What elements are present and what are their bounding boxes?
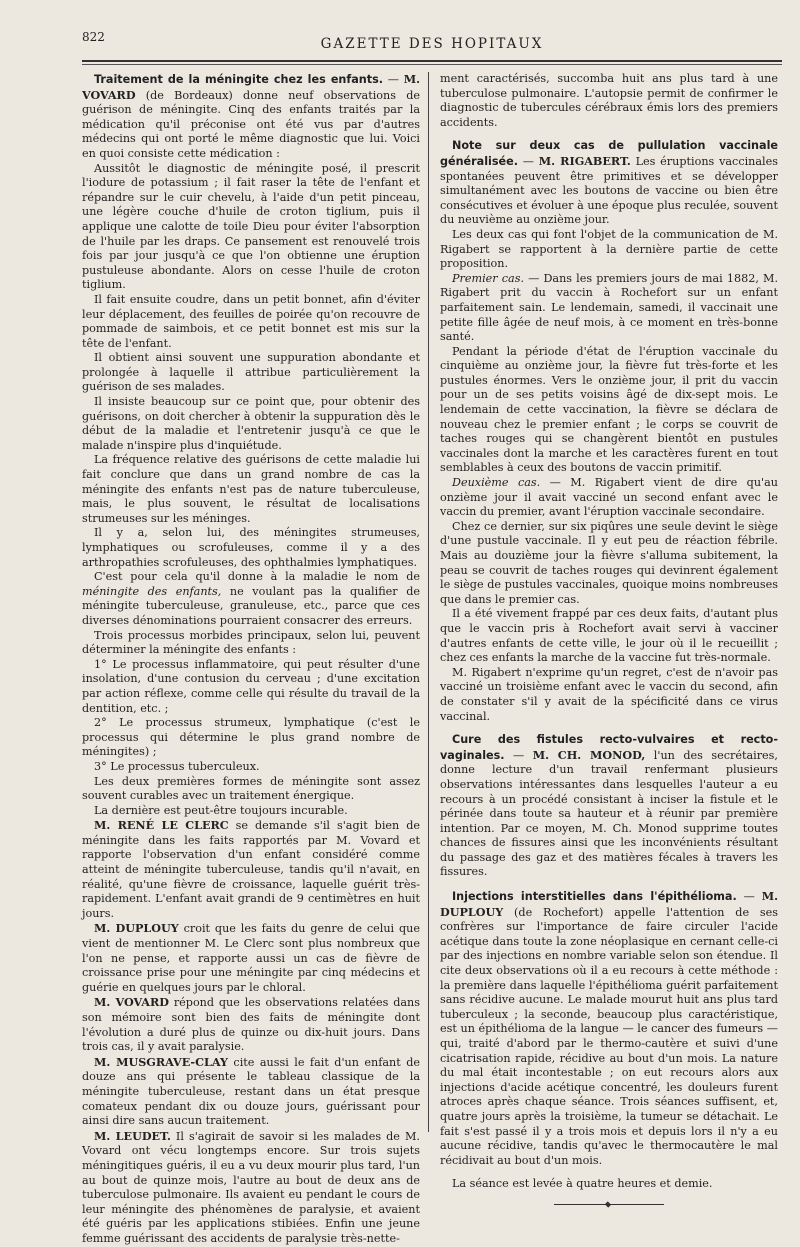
paragraph: ment caractérisés, succomba huit ans plus tard à une tuberculose pulmonaire. L'autopsie permit de confirmer le diagnostic de tubercules cérébraux émis lors des premiers accidents.: [440, 72, 778, 129]
paragraph: 3° Le processus tuberculeux.: [94, 759, 260, 773]
running-header: [82, 30, 782, 56]
text-run: — Dans les premiers jours de mai 1882, M. Rigabert prit du vaccin à Rochefort sur un enfant parfaitement sain. Le lendemain, samedi, il vaccinait une petite fille âgée de neuf mois, à ce moment en très-bonne santé.: [440, 271, 778, 344]
author-name: M. MUSGRAVE-CLAY: [94, 1054, 228, 1069]
paragraph: Il obtient ainsi souvent une suppuration abondante et prolongée à laquelle il attribue particulièrement la guérison de ses malades.: [82, 351, 420, 394]
paragraph: Il a été vivement frappé par ces deux faits, d'autant plus que le vaccin pris à Rochefort avait servi à vacciner d'autres enfants de cette ville, le jour où il le recueillit ; chez ces enfants la marche de la vaccine fut très-normale.: [440, 607, 778, 665]
emphasis: Deuxième cas.: [452, 476, 541, 490]
paragraph: Les deux premières formes de méningite sont assez souvent curables avec un traitement énergique.: [82, 774, 420, 803]
paragraph: Les deux cas qui font l'objet de la communication de M. Rigabert se rapportent à la dernière partie de cette proposition.: [440, 227, 778, 271]
paragraph: Pendant la période d'état de l'éruption vaccinale du cinquième au onzième jour, la fièvre fut très-forte et les pustules énormes. Vers le onzième jour, il prit du vaccin pour un de ses petits voisins âgé de dix-sept mois. Le lendemain de cette vaccination, la fièvre se déclara de nouveau chez le premier enfant ; le corps se couvrit de taches rouges qui se changèrent bientôt en pustules vaccinales dont la marche et les caractères furent en tout semblables à ceux des boutons de vaccin primitif.: [440, 344, 778, 475]
paragraph: 1° Le processus inflammatoire, qui peut résulter d'une insolation, d'une contusion du cerveau ; d'une excitation par action réflexe, comme celle qui résulte du travail de la dentition, etc. ;: [82, 657, 420, 715]
text-run: — M. Rigabert vient de dire qu'au onzième jour il avait vacciné un second enfant avec le vaccin du premier, avant l'éruption vaccinale secondaire.: [440, 476, 778, 519]
author-name: M. RIGABERT.: [538, 153, 631, 168]
section-meningite: Traitement de la méningite chez les enfants. — M. VOVARD (de Bordeaux) donne neuf observations de guérison de méningite. Cinq des enfants traités par la médication qu'il préconise ont été vus par d'autres médecins qui ont porté le même diagnostic que lui. Voici en quoi consiste cette médication :: [82, 72, 420, 160]
paragraph: [82, 995, 420, 1054]
section-injections: Injections interstitielles dans l'épithélioma. — M. DUPLOUY (de Rochefort) appelle l'attention de ses confrères sur l'importance de faire circuler l'acide acétique dans toute la zone néoplasique en cernant celle-ci par des injections en nombre variable selon son étendue. Il cite deux observations où il a eu recours à cette méthode : la première dans laquelle l'épithélioma guérit parfaitement sans récidive aucune. Le malade mourut huit ans plus tard tuberculeux ; la seconde, beaucoup plus caractéristique, est un épithélioma de la langue — le cancer des fumeurs — qui, traité d'abord par le thermo-cautère et suivi d'une cicatrisation rapide, récidive au bout d'un mois. La nature du mal était incontestable ; on eut recours alors aux injections d'acide acétique concentré, les douleurs furent atroces après chaque séance. Trois séances suffisent, et, quatre jours après la troisième, la tumeur se détachait. Le fait s'est passé il y a trois mois et depuis lors il n'y a eu aucune récidive, tandis qu'avec le thermocautère le mal récidivait au bout d'un mois.: [440, 889, 778, 1167]
section-heading: Note sur deux cas de pullulation vaccinale généralisée.: [440, 139, 778, 168]
text-run: répond que les observations relatées dans son mémoire sont bien des faits de méningite dont l'évolution a duré plus de quinze ou dix-huit jours. Dans trois cas, il y avait paralysie.: [82, 996, 420, 1054]
text-run: se demande s'il s'agit bien de méningite dans les faits rapportés par M. Vovard et rapporte l'observation d'un enfant considéré comme atteint de méningite tuberculeuse, tandis qu'il n'avait, en réalité, qu'une fièvre de croissance, laquelle guérit très-rapidement. L'enfant avait grandi de 9 centimètres en huit jours.: [82, 819, 421, 920]
paragraph: La dernière est peut-être toujours incurable.: [94, 803, 348, 817]
section-fistules: Cure des fistules recto-vulvaires et recto-vaginales. — M. CH. MONOD, l'un des secrétaires, donne lecture d'un travail renfermant plusieurs observations intéressantes dans lesquelles l'auteur a eu recours à un procédé consistant à inciser la fistule et le périnée dans toute sa hauteur et à réunir par première intention. Par ce moyen, M. Ch. Monod supprime toutes chances de fissures ainsi que les inconvénients résultant du passage des gaz et des matières fécales à travers les fissures.: [440, 733, 778, 879]
diamond-ornament-icon: [605, 1201, 611, 1207]
paragraph: Il y a, selon lui, des méningites strumeuses, lymphatiques ou scrofuleuses, comme il y a des arthropathies scrofuleuses, des ophthalmies lymphatiques.: [82, 526, 420, 569]
section-heading: Traitement de la méningite chez les enfants.: [94, 73, 384, 86]
paragraph: La fréquence relative des guérisons de cette maladie lui fait conclure que dans un grand nombre de cas la méningite des enfants n'est pas de nature tuberculeuse, mais, le plus souvent, le résultat de localisations strumeuses sur les méninges.: [82, 453, 420, 525]
emphasis: méningite des enfants,: [82, 584, 222, 598]
paragraph: [440, 272, 778, 345]
author-name: M. LEUDET.: [94, 1128, 171, 1143]
text-run: Il s'agirait de savoir si les malades de M. Vovard ont vécu longtemps encore. Sur trois sujets méningitiques guéris, il eu a vu deux mourir plus tard, l'un au bout de quinze mois, l'autre au bout de deux ans de tuberculose pulmonaire. Ils avaient eu pendant le cours de leur méningite des phénomènes de paralysie, et avaient été guéris par les applications stibiées. Enfin une jeune femme guérissant des accidents de paralysie très-nette-: [82, 1129, 420, 1245]
author-name: M. RENÉ LE CLERC: [94, 818, 229, 833]
text-run: croit que les faits du genre de celui que vient de mentionner M. Le Clerc sont plus nombreux que l'on ne pense, et rapporte aussi un cas de fièvre de croissance prise pour une méningite par cinq médecins et guérie en quelques jours par le chloral.: [82, 922, 420, 994]
text-run: cite aussi le fait d'un enfant de douze ans qui présente le tableau classique de la méningite tuberculeuse, restant dans un état presque comateux pendant dix ou douze jours, guérissant pour ainsi dire sans aucun traitement.: [82, 1055, 420, 1128]
paragraph: [440, 476, 778, 520]
spacer: [440, 880, 778, 889]
spacer: [440, 724, 778, 733]
section-heading: Cure des fistules recto-vulvaires et recto-vaginales.: [440, 733, 778, 762]
spacer: [440, 130, 778, 139]
section-vaccinale: Note sur deux cas de pullulation vaccinale généralisée. — M. RIGABERT. Les éruptions vaccinales spontanées peuvent être primitives et se développer simultanément avec les boutons de vaccine ou bien être consécutives et évoluer à une époque plus reculée, souvent du neuvième au onzième jour.: [440, 139, 778, 227]
emphasis: Premier cas.: [452, 271, 525, 285]
header-rule: [82, 60, 782, 62]
closing-line: La séance est levée à quatre heures et demie.: [452, 1177, 713, 1191]
page-number: 822: [82, 30, 105, 44]
right-column: [440, 72, 778, 1191]
paragraph: Aussitôt le diagnostic de méningite posé, il prescrit l'iodure de potassium ; il fait raser la tête de l'enfant et répandre sur le cuir chevelu, à l'aide d'un petit pinceau, une légère couche d'huile de croton tiglium, puis il applique une calotte de toile Dieu pour éviter l'absorption de l'huile par les draps. Ce pansement est renouvelé trois fois par jour jusqu'à ce que l'on obtienne une éruption pustuleuse abondante. Alors on cesse l'huile de croton tiglium.: [82, 161, 420, 292]
text-run: (de Rochefort) appelle l'attention de ses confrères sur l'importance de faire circuler l'acide acétique dans toute la zone néoplasique en cernant celle-ci par des injections en nombre variable selon son étendue. Il cite deux observations où il a eu recours à cette méthode : la première dans laquelle l'épithélioma guérit parfaitement sans récidive aucune. Le malade mourut huit ans plus tard tuberculeux ; la seconde, beaucoup plus caractéristique, est un épithélioma de la langue — le cancer des fumeurs — qui, traité d'abord par le thermo-cautère et suivi d'une cicatrisation rapide, récidive au bout d'un mois. La nature du mal était incontestable ; on eut recours alors aux injections d'acide acétique concentré, les douleurs furent atroces après chaque séance. Trois séances suffisent, et, quatre jours après la troisième, la tumeur se détachait. Le fait s'est passé il y a trois mois et depuis lors il n'y a eu aucune récidive, tandis qu'avec le thermocautère le mal récidivait au bout d'un mois.: [440, 905, 778, 1167]
text-run: C'est pour cela qu'il donne à la maladie le nom de: [94, 570, 420, 584]
author-name: M. CH. MONOD,: [532, 747, 646, 762]
header-rule-thin: [82, 64, 782, 65]
text-run: ne voulant pas la qualifier de méningite tuberculeuse, granuleuse, etc., parce que ces diverses dénominations pourraient consacrer des erreurs.: [82, 584, 420, 627]
paragraph: [82, 818, 420, 921]
column-divider: [428, 72, 429, 1132]
paragraph: M. Rigabert n'exprime qu'un regret, c'est de n'avoir pas vacciné un troisième enfant avec le vaccin du second, afin de constater s'il y avait de la spécificité dans ce virus vaccinal.: [440, 665, 778, 723]
author-name: M. VOVARD: [94, 995, 169, 1010]
author-name: M. DUPLOUY: [440, 889, 778, 919]
journal-title: GAZETTE DES HOPITAUX: [320, 36, 544, 52]
paragraph: (de Bordeaux) donne neuf observations de guérison de méningite. Cinq des enfants traités par la médication qu'il préconise ont été vus par d'autres médecins qui ont porté le même diagnostic que lui. Voici en quoi consiste cette médication :: [82, 88, 420, 160]
section-heading: Injections interstitielles dans l'épithélioma.: [452, 890, 737, 904]
paragraph: Il fait ensuite coudre, dans un petit bonnet, afin d'éviter leur déplacement, des feuilles de poirée qu'on recouvre de pommade de saimbois, et ce petit bonnet est mis sur la tête de l'enfant.: [82, 292, 420, 350]
left-column: [82, 72, 421, 1245]
author-name: M. DUPLOUY: [94, 921, 179, 936]
paragraph: [82, 1129, 420, 1247]
end-ornament: [554, 1204, 664, 1205]
paragraph: Chez ce dernier, sur six piqûres une seule devint le siège d'une pustule vaccinale. Il y eut peu de réaction fébrile. Mais au douzième jour la fièvre s'alluma subitement, la peau se couvrit de taches rouges qui devinrent également le siège de pustules vaccinales, quoique moins nombreuses que dans le premier cas.: [440, 519, 778, 606]
author-name: M. VOVARD: [82, 72, 420, 102]
paragraph: Trois processus morbides principaux, selon lui, peuvent déterminer la méningite des enfants :: [82, 628, 420, 657]
paragraph: Il insiste beaucoup sur ce point que, pour obtenir des guérisons, on doit chercher à obtenir la suppuration dès le début de la maladie et l'entretenir jusqu'à ce que le malade n'inspire plus d'inquiétude.: [82, 395, 420, 452]
paragraph: [82, 921, 420, 995]
spacer: [440, 1168, 778, 1177]
paragraph: [82, 1055, 420, 1129]
paragraph: [82, 570, 420, 628]
text-run: l'un des secrétaires, donne lecture d'un travail renfermant plusieurs observations intéressantes dans lesquelles l'auteur a eu recours à un procédé consistant à inciser la fistule et le périnée dans toute sa hauteur et à réunir par première intention. Par ce moyen, M. Ch. Monod supprime toutes chances de fissures ainsi que les inconvénients résultant du passage des gaz et des matières fécales à travers les fissures.: [440, 748, 778, 879]
paragraph: 2° Le processus strumeux, lymphatique (c'est le processus qui détermine le plus grand nombre de méningites) ;: [82, 716, 420, 759]
text-run: Les éruptions vaccinales spontanées peuvent être primitives et se développer simultanément avec les boutons de vaccine ou bien être consécutives et évoluer à une époque plus reculée, souvent du neuvième au onzième jour.: [440, 154, 778, 227]
